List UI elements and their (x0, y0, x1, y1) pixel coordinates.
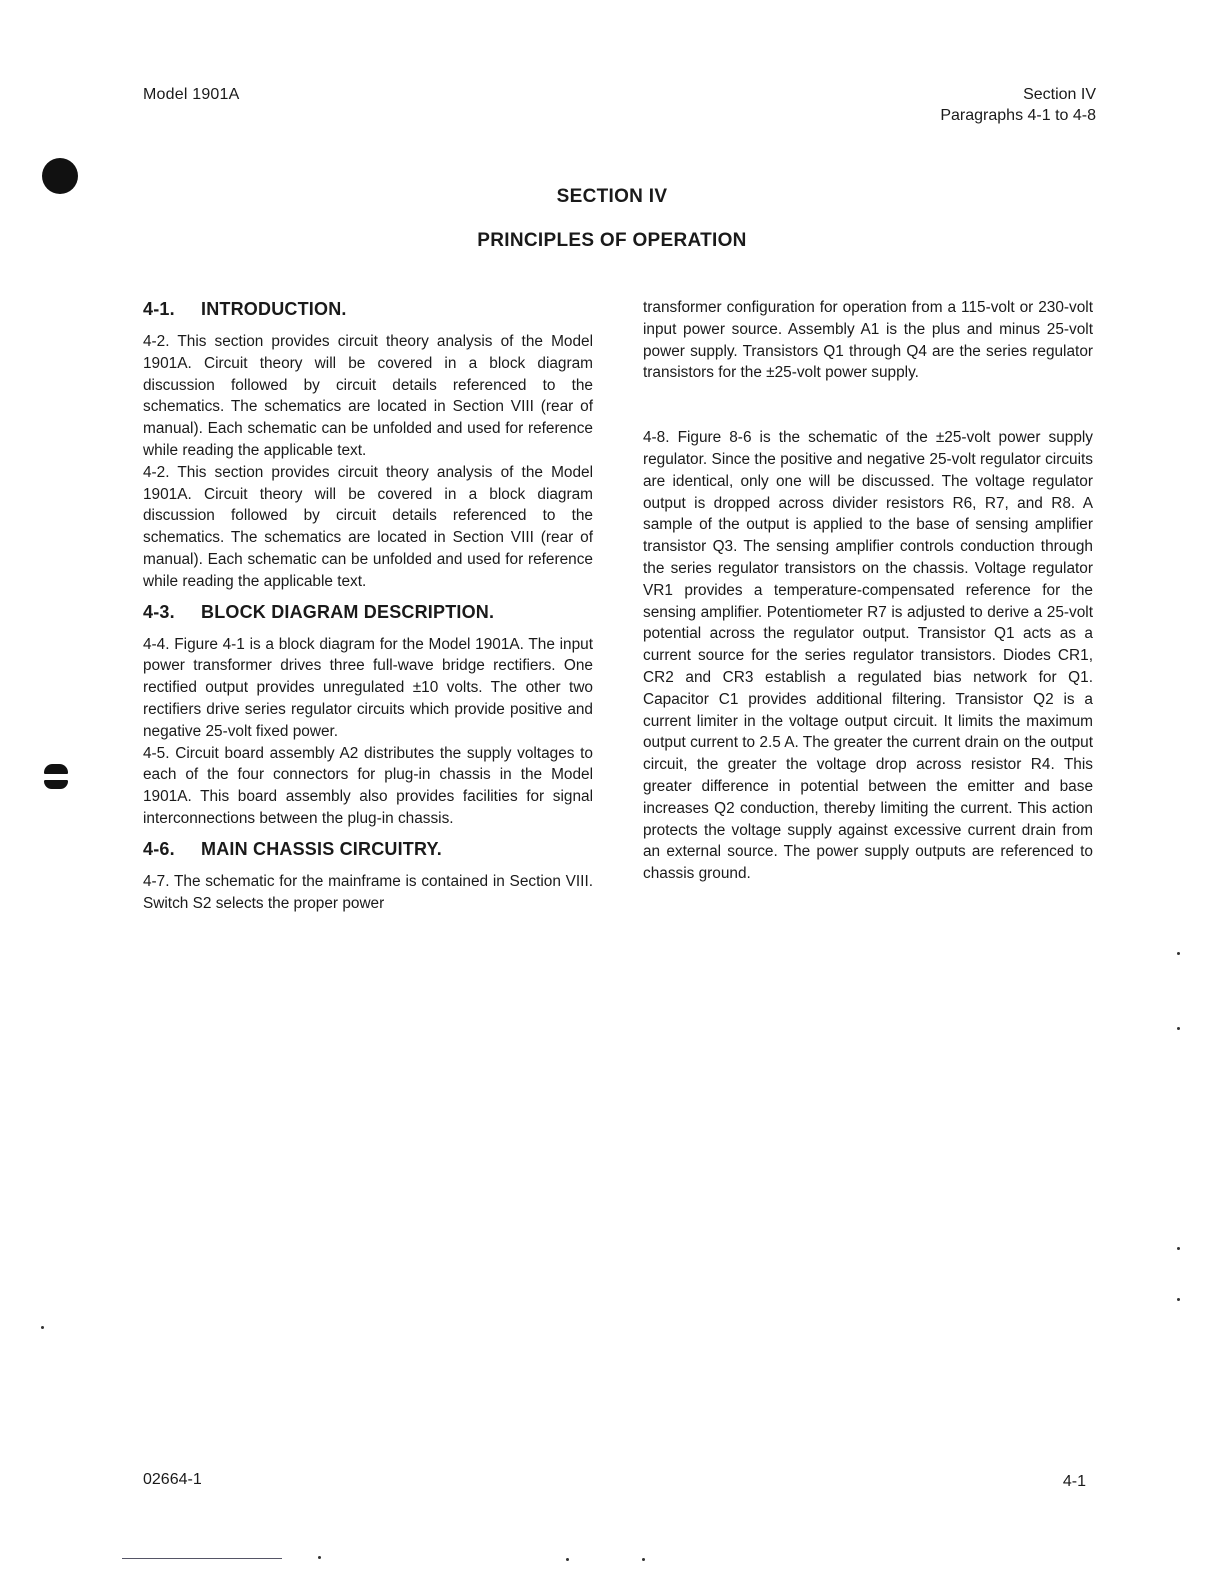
scan-artifact-line (122, 1558, 282, 1559)
heading-text: MAIN CHASSIS CIRCUITRY. (201, 838, 442, 859)
heading-block-diagram (143, 599, 593, 625)
heading-number: 4-3. (143, 601, 175, 622)
header-model: Model 1901A (143, 86, 240, 103)
scan-speck-icon (566, 1558, 569, 1561)
header-section-block (940, 84, 1096, 126)
scan-speck-icon (318, 1556, 321, 1559)
scan-speck-icon (1177, 1027, 1180, 1030)
heading-text: BLOCK DIAGRAM DESCRIPTION. (201, 601, 495, 622)
paragraph-4-5: 4-5. Circuit board assembly A2 distributes the supply voltages to each of the four connectors for plug-in chassis in the Model 1901A. This board assembly also provides facilities for signal interconnections between the plug-in chassis. (143, 744, 593, 827)
footer-page-number: 4-1 (1062, 1473, 1086, 1490)
scan-speck-icon (41, 1326, 44, 1329)
paragraph-4-2a: 4-2. This section provides circuit theory analysis of the Model 1901A. Circuit theory will be covered in a block diagram discussion followed by circuit details referenced to the schematics. The schematics are located in Section VIII (rear of manual). Each schematic can be unfolded and used for reference while reading the applicable text. (143, 333, 593, 459)
heading-number: 4-1. (143, 299, 175, 319)
paragraph-4-2b: 4-2. This section provides circuit theory analysis of the Model 1901A. Circuit theory will be covered in a block diagram discussion followed by circuit details referenced to the schematics. The schematics are located in Section VIII (rear of manual). Each schematic can be unfolded and used for reference while reading the applicable text. (143, 463, 593, 590)
heading-text: INTRODUCTION. (201, 299, 347, 319)
scan-speck-icon (1177, 952, 1180, 955)
left-column (143, 296, 593, 914)
header-paragraphs: Paragraphs 4-1 to 4-8 (940, 107, 1096, 124)
paragraph-4-7: 4-7. The schematic for the mainframe is contained in Section VIII. Switch S2 selects the proper power (143, 872, 593, 912)
paragraph-4-7-continued: transformer configuration for operation from a 115-volt or 230-volt input power source. Assembly A1 is the plus and minus 25-volt power supply. Transistors Q1 through Q4 are the series regulator transistors for the ±25-volt power supply. (643, 299, 1093, 382)
paragraph-4-4: 4-4. Figure 4-1 is a block diagram for the Model 1901A. The input power transformer drives three full-wave bridge rectifiers. One rectified output provides unregulated ±10 volts. The other two rectifiers drive series regulator circuits which provide positive and negative 25-volt fixed power. (143, 635, 593, 740)
heading-main-chassis (143, 836, 593, 862)
section-title: SECTION IV (556, 186, 668, 207)
scan-speck-icon (642, 1558, 645, 1561)
scan-speck-icon (1177, 1298, 1180, 1301)
section-subtitle: PRINCIPLES OF OPERATION (477, 230, 747, 251)
binder-hole-mid-lower-icon (44, 780, 68, 789)
scan-speck-icon (1177, 1247, 1180, 1250)
right-column (643, 297, 1093, 885)
header-section: Section IV (1023, 86, 1096, 103)
heading-introduction (143, 296, 593, 322)
paragraph-4-8: 4-8. Figure 8-6 is the schematic of the ±25-volt power supply regulator. Since the positive and negative 25-volt regulator circuits are identical, only one will be discussed. The voltage regulator output is dropped across divider resistors R6, R7, and R8. A sample of the output is applied to the base of sensing amplifier transistor Q3. The sensing amplifier controls conduction through the series regulator transistors on the chassis. Voltage regulator VR1 provides a temperature-compensated reference for the sensing amplifier. Potentiometer R7 is adjusted to derive a 25-volt potential across the regulator output. Transistor Q1 acts as a current source for the series regulator transistors. Diodes CR1, CR2 and CR3 establish a regulated bias network for Q1. Capacitor C1 provides additional filtering. Transistor Q2 is a current limiter in the voltage output circuit. It limits the maximum output current to 2.5 A. The greater the current drain on the output circuit, the greater the voltage drop across resistor R4. This greater difference in potential between the emitter and base increases Q2 conduction, thereby limiting the current. This action protects the voltage supply against excessive current drain from an external source. The power supply outputs are referenced to chassis ground. (643, 429, 1093, 883)
binder-hole-mid-icon (44, 764, 68, 774)
heading-number: 4-6. (143, 838, 175, 859)
footer-doc-number: 02664-1 (143, 1471, 202, 1488)
